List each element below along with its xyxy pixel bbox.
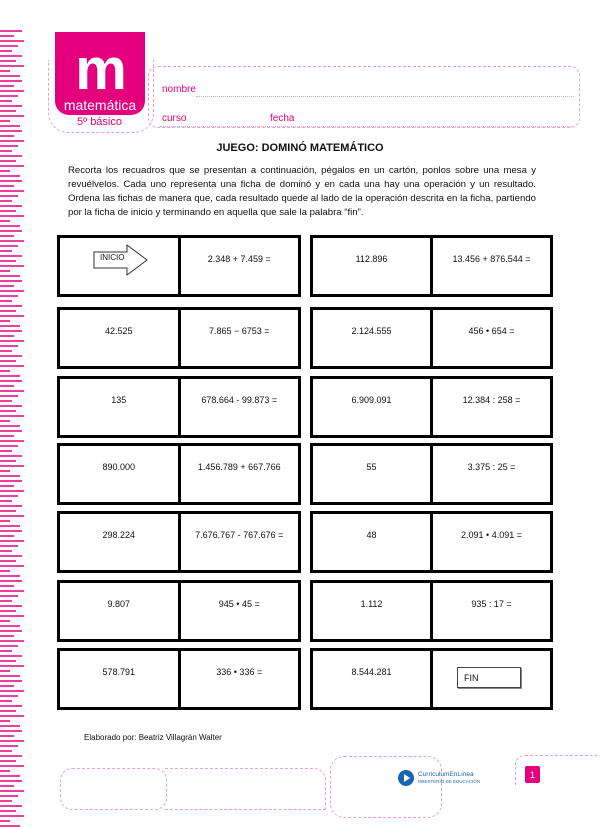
instructions: Recorta los recuadros que se presentan a continuación, pégalos en un cartón, ponlos sobre una mesa y revuélvelos. Cada uno representa una ficha de dominó y en cada una hay una operación y un resultado. Ordena las fichas de manera que, cada resultado quede al lado de la operación descrita en la ficha, partiendo por la ficha de inicio y terminando en aquella que sale la palabra “fin”. — [68, 165, 536, 218]
page-title: JUEGO: DOMINÓ MATEMÁTICO — [216, 142, 384, 154]
student-info-box — [148, 66, 580, 128]
domino-left: 1.112 — [360, 599, 383, 609]
domino-left: 578.791 — [102, 667, 136, 677]
domino-right: 12.384 : 258 = — [430, 379, 550, 435]
domino-card — [57, 648, 301, 710]
course-label: curso — [162, 113, 187, 124]
logo-text: CurriculumEnLínea — [418, 771, 474, 778]
domino-left: 298.224 — [102, 530, 136, 540]
date-label: fecha — [270, 113, 295, 124]
domino-card — [310, 307, 553, 369]
course-date-field[interactable] — [160, 126, 572, 127]
domino-left: 2.124.555 — [351, 326, 392, 336]
author-credit: Elaborado por: Beatriz Villagrán Walter — [84, 733, 222, 742]
domino-card — [57, 235, 301, 297]
domino-left — [60, 238, 178, 294]
domino-card — [310, 443, 553, 505]
domino-right: 1.456.789 + 667.766 — [178, 446, 299, 502]
domino-right: 7.676.767 - 767.676 = — [178, 514, 299, 570]
domino-right: 678.664 - 99.873 = — [178, 379, 299, 435]
domino-card — [310, 376, 553, 438]
subject-logo — [55, 32, 145, 115]
domino-card — [57, 376, 301, 438]
domino-right: 945 • 45 = — [178, 583, 299, 639]
domino-card — [57, 511, 301, 573]
page-number: 1 — [525, 766, 540, 783]
domino-card — [310, 511, 553, 573]
domino-left: 135 — [111, 395, 127, 405]
domino-left: 48 — [366, 530, 377, 540]
footer-frame-left — [60, 768, 167, 810]
grade-label: 5º básico — [77, 116, 122, 128]
domino-right: 3.375 : 25 = — [430, 446, 550, 502]
name-label: nombre — [162, 84, 196, 95]
domino-right: 2.348 + 7.459 = — [178, 238, 299, 294]
domino-right: 13.456 + 876.544 = — [430, 238, 550, 294]
domino-right: 456 • 654 = — [430, 310, 550, 366]
domino-left: 42.525 — [104, 326, 133, 336]
domino-right — [430, 651, 550, 707]
domino-left: 112.896 — [355, 254, 388, 264]
domino-card — [57, 443, 301, 505]
logo-subtext: MINISTERIO DE EDUCACIÓN — [418, 779, 481, 784]
domino-left: 890.000 — [102, 462, 136, 472]
start-label: INICIO — [100, 253, 125, 262]
end-box: FIN — [457, 667, 521, 688]
domino-left: 8.544.281 — [351, 667, 392, 677]
domino-left: 6.909.091 — [351, 395, 392, 405]
footer-frame-mid — [165, 768, 326, 810]
name-field[interactable] — [196, 96, 574, 97]
domino-card — [310, 580, 553, 642]
domino-card — [310, 235, 553, 297]
brand-letter: m — [75, 37, 125, 102]
domino-left: 9.807 — [107, 599, 131, 609]
domino-right: 7.865 − 6753 = — [178, 310, 299, 366]
domino-card — [310, 648, 553, 710]
curriculum-logo — [398, 770, 480, 786]
subject-label: matemática — [63, 97, 137, 113]
domino-card — [57, 307, 301, 369]
domino-right: 935 : 17 = — [430, 583, 550, 639]
domino-card — [57, 580, 301, 642]
footer-frame-logo — [330, 756, 442, 818]
play-icon — [398, 770, 414, 786]
domino-left: 55 — [366, 462, 377, 472]
domino-right: 336 • 336 = — [178, 651, 299, 707]
domino-right: 2.091 • 4.091 = — [430, 514, 550, 570]
